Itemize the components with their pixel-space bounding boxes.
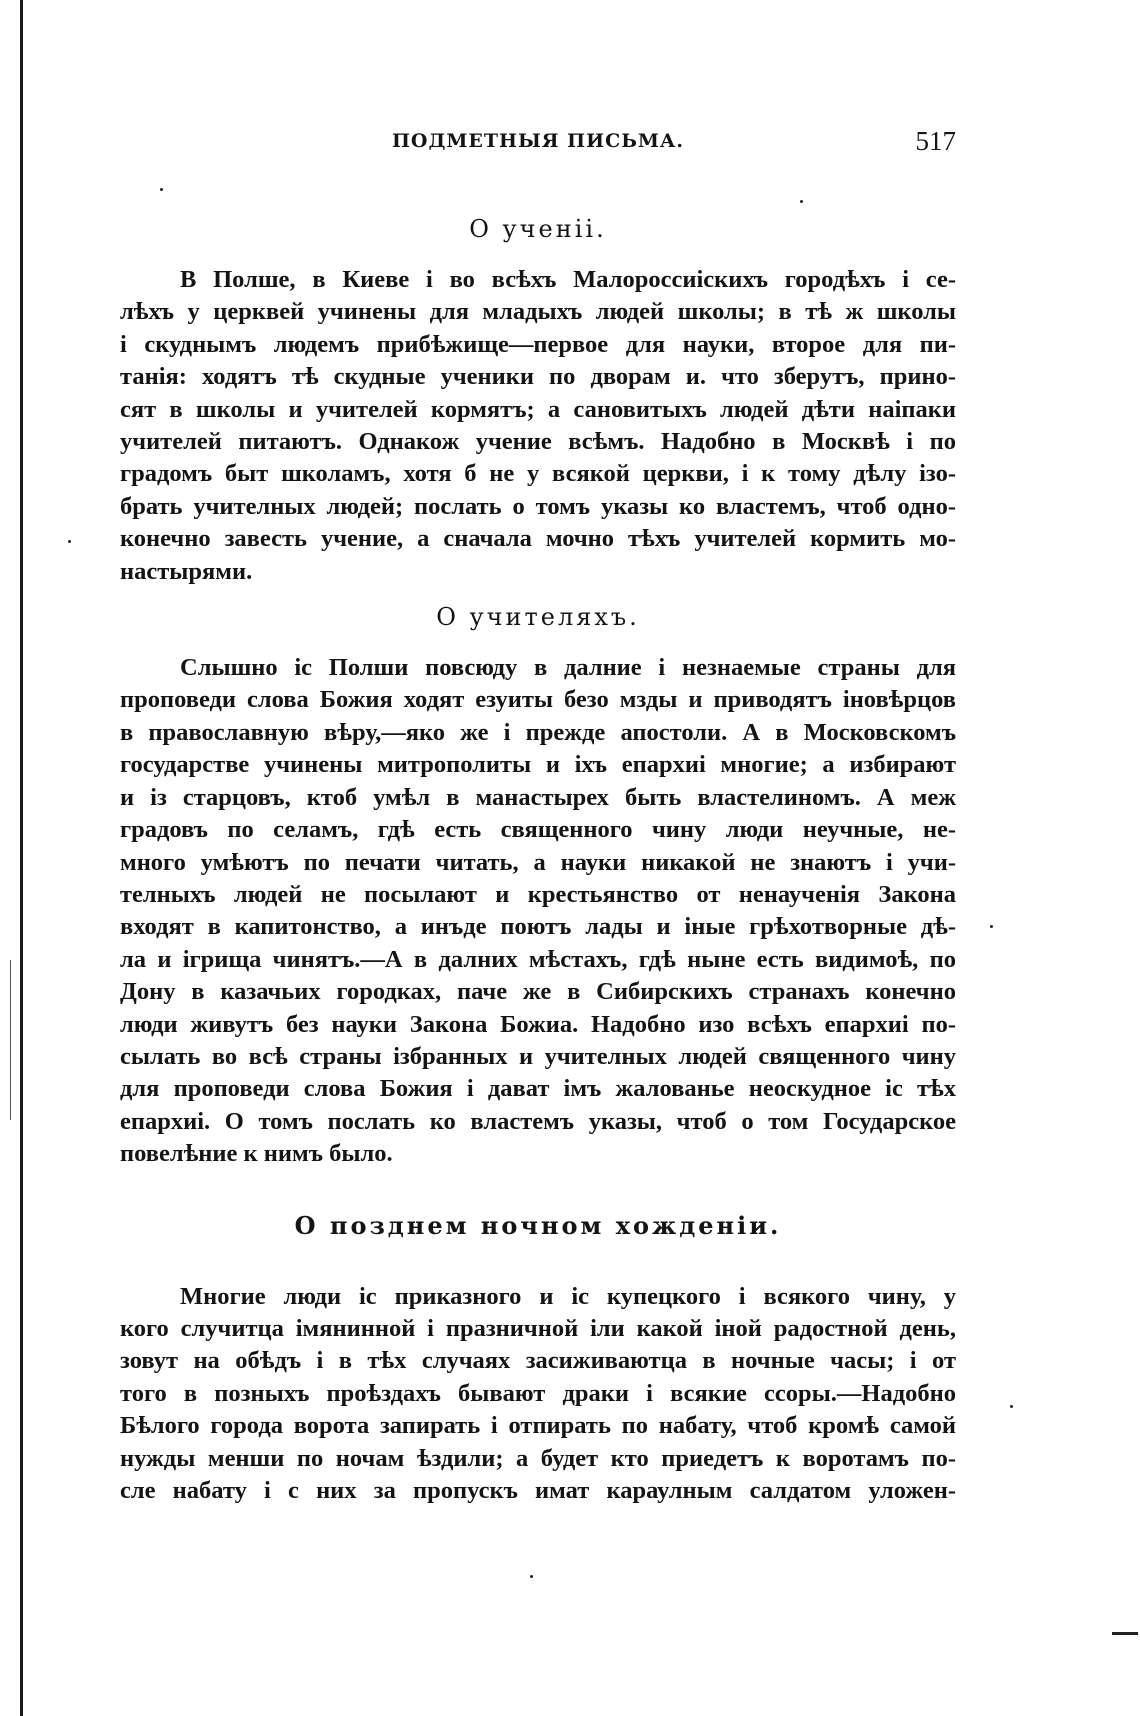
text-line: Дону в казачьих городках, паче же в Сибирскихъ странахъ конечно [120, 978, 956, 1006]
text-line: епархиі. О томъ послать ко властемъ указы, чтоб о том Государское [120, 1107, 956, 1135]
text-line: для проповеди слова Божия і дават імъ жалованье неоскудное іс тѣх [120, 1075, 956, 1103]
text-line: Бѣлого города ворота запирать і отпирать по набату, чтоб кромѣ самой [120, 1412, 956, 1440]
page-binding-edge [20, 0, 23, 1716]
text-line: сле набату і с них за пропускъ имат караулным салдатом уложен- [120, 1477, 956, 1504]
running-title: ПОДМЕТНЫЯ ПИСЬМА. [391, 130, 684, 152]
text-line: повелѣние к нимъ было. [120, 1140, 393, 1168]
ink-speck [1010, 1405, 1013, 1408]
text-line: градовъ по селамъ, гдѣ есть священного чину люди неучные, не- [120, 816, 956, 844]
ink-speck [990, 925, 993, 928]
text-line: учителей питаютъ. Однакож учение всѣмъ. Надобно в Москвѣ і по [120, 428, 956, 456]
ink-speck [530, 1575, 533, 1578]
text-line: и із старцовъ, ктоб умѣл в манастырех быть властелиномъ. А меж [120, 783, 956, 811]
ink-speck [68, 540, 71, 543]
section-heading-night-walking: О позднем ночном хожденiи. [294, 1210, 782, 1240]
paragraph-teaching [120, 264, 956, 588]
text-line: сылать во всѣ страны ізбранных и учителных людей священного чину [120, 1042, 956, 1070]
text-line: конечно завесть учение, а сначала мочно тѣхъ учителей кормить мо- [120, 525, 956, 553]
text-line: танія: ходятъ тѣ скудные ученики по дворам и. что зберутъ, прино- [120, 363, 956, 391]
text-line: проповеди слова Божия ходят езуиты безо мзды и приводятъ іновѣрцов [120, 686, 956, 714]
text-line: В Полше, в Киеве і во всѣхъ Малороссиіскихъ городѣхъ і се- [180, 266, 956, 293]
paragraph-night-walking [120, 1281, 956, 1508]
ink-speck [160, 188, 163, 191]
page-number: 517 [915, 126, 956, 156]
text-line: градомъ быт школамъ, хотя б не у всякой церкви, і к тому дѣлу ізо- [120, 460, 956, 488]
text-line: лѣхъ у церквей учинены для младыхъ людей школы; в тѣ ж школы [120, 298, 956, 326]
running-header [120, 128, 956, 168]
text-line: входят в капитонство, а инъде поютъ лады и іные грѣхотворные дѣ- [120, 913, 956, 941]
text-line: кого случитца імянинной і празничной іли какой іной радостной день, [120, 1314, 956, 1342]
text-line: в православную вѣру,—яко же і прежде апостоли. А в Московскомъ [120, 718, 956, 746]
text-line: того в позныхъ проѣздахъ бывают драки і всякие ссоры.—Надобно [120, 1379, 956, 1407]
text-line: ла и ігрища чинятъ.—А в далних мѣстахъ, гдѣ ныне есть видимоѣ, по [120, 945, 956, 973]
section-heading-teachers: О учителяхъ. [436, 603, 640, 632]
text-line: сят в школы и учителей кормятъ; а сановитыхъ людей дѣти наіпаки [120, 395, 956, 423]
text-line: настырями. [120, 557, 253, 585]
text-line: Многие люди іс приказного и іс купецкого і всякого чину, у [180, 1282, 956, 1310]
paragraph-teachers [120, 652, 956, 1171]
text-line: много умѣютъ по печати читать, а науки никакой не знаютъ і учи- [120, 848, 956, 876]
text-line: государстве учинены митрополиты и іхъ епархиі многие; а избирают [120, 751, 956, 779]
text-line: телныхъ людей не посылают и крестьянство от ненаученія Закона [120, 880, 956, 908]
text-line: люди живутъ без науки Закона Божиа. Надобно изо всѣхъ епархиі по- [120, 1010, 956, 1038]
scan-dash-mark [1112, 1632, 1138, 1635]
ink-speck [800, 200, 803, 203]
page-body [120, 212, 956, 1507]
text-line: і скуднымъ людемъ прибѣжище—первое для науки, второе для пи- [120, 330, 956, 358]
text-line: зовут на обѣдъ і в тѣх случаях засиживаютца в ночные часы; і от [120, 1347, 956, 1375]
text-line: нужды менши по ночам ѣздили; а будет кто приедетъ к воротамъ по- [120, 1444, 956, 1472]
text-line: брать учителных людей; послать о томъ указы ко властемъ, чтоб одно- [120, 492, 956, 520]
section-heading-teaching: О ученiі. [469, 215, 607, 243]
text-line: Слышно іс Полши повсюду в далние і незнаемые страны для [180, 654, 956, 682]
page-scan-mark [10, 960, 11, 1120]
